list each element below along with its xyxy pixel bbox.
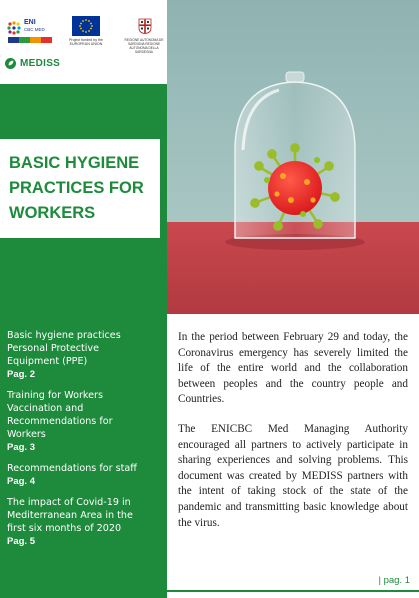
eni-text: ENI	[24, 19, 36, 26]
logo-strip	[0, 0, 167, 84]
toc-item-title: Recommendations for staff	[7, 463, 137, 474]
mediss-label: MEDISS	[20, 57, 61, 69]
coronavirus-under-glass-dome-image	[167, 0, 419, 314]
mediss-brand	[5, 56, 60, 70]
eni-subtext: CBC MED	[24, 27, 45, 32]
toc-item-page: Pag. 4	[7, 476, 35, 487]
table-of-contents	[7, 329, 162, 556]
left-sidebar	[0, 0, 167, 598]
eu-caption: Project funded by the EUROPEAN UNION	[69, 38, 103, 46]
cover-photo	[167, 0, 419, 314]
document-title: BASIC HYGIENE PRACTICES FOR WORKERS	[9, 154, 144, 222]
intro-text	[178, 330, 408, 545]
toc-item[interactable]	[7, 496, 162, 548]
title-box	[0, 139, 160, 238]
toc-item[interactable]	[7, 462, 162, 488]
sardinia-caption: REGIONE AUTONOMA DE SARDIGNA REGIONE AUTONOMA DELLA SARDEGNA	[124, 38, 164, 54]
eni-dots-icon	[6, 20, 22, 36]
toc-item-title: Training for Workers Vaccination and Recommendations for Workers	[7, 390, 113, 440]
page-number: | pag. 1	[378, 575, 410, 586]
toc-item-page: Pag. 2	[7, 369, 35, 380]
eni-color-bar	[8, 37, 52, 43]
toc-item-page: Pag. 5	[7, 536, 35, 547]
toc-item-title: The impact of Covid-19 in Mediterranean Area in the first six months of 2020	[7, 497, 133, 534]
intro-paragraph: The ENICBC Med Managing Authority encouraged all partners to actively participate in sharing experiences and solving problems. This document was created by MEDISS partners with the intent of taking stock of the state of the pandemic and transmitting basic knowledge about the virus.	[178, 422, 408, 529]
toc-item[interactable]	[7, 329, 162, 381]
footer-rule	[167, 590, 419, 592]
mediss-leaf-icon	[5, 58, 16, 69]
toc-item-title: Basic hygiene practices Personal Protective Equipment (PPE)	[7, 330, 121, 367]
sardinia-crest-icon	[138, 18, 152, 34]
intro-paragraph: In the period between February 29 and today, the Coronavirus emergency has severely limited the life of the entire world and the collaboration between peoples and the country people and Countries.	[178, 331, 408, 406]
toc-item[interactable]	[7, 389, 162, 454]
eu-flag-icon	[72, 16, 100, 36]
toc-item-page: Pag. 3	[7, 442, 35, 453]
eni-cbc-med-logo	[6, 18, 54, 44]
